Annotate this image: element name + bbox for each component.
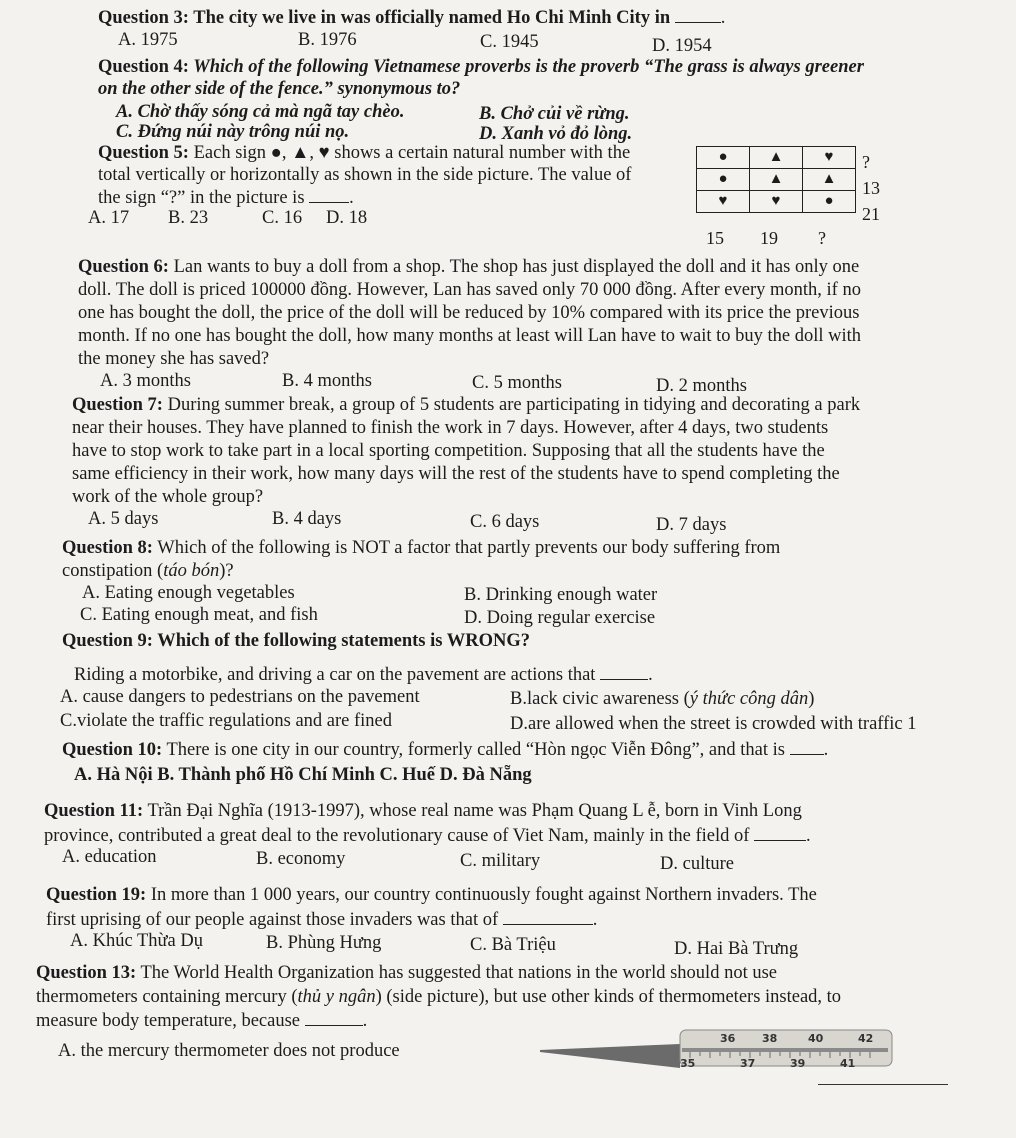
q8-stem: Question 8: Which of the following is NOT a factor that partly prevents our body suffering from	[62, 538, 781, 558]
q6-option-b[interactable]: B. 4 months	[282, 371, 372, 391]
q6-option-a[interactable]: A. 3 months	[100, 371, 191, 391]
q11-blank	[754, 824, 806, 841]
thermometer-label-40: 40	[808, 1032, 824, 1045]
q11-stem: Question 11: Trần Đại Nghĩa (1913-1997), whose real name was Phạm Quang L ễ, born in Vinh Long	[44, 801, 802, 821]
q9-blank	[600, 663, 648, 680]
q7-stem-line3: have to stop work to take part in a local sporting competition. Supposing that all the students have the	[72, 441, 825, 461]
q5-option-b[interactable]: B. 23	[168, 208, 209, 228]
thermometer-label-41: 41	[840, 1057, 856, 1070]
q7-option-b[interactable]: B. 4 days	[272, 509, 342, 529]
q6-stem-line3: one has bought the doll, the price of the doll will be reduced by 10% compared with its price the previous	[78, 303, 860, 323]
q19-option-c[interactable]: C. Bà Triệu	[470, 935, 556, 955]
q19-stem: Question 19: In more than 1 000 years, our country continuously fought against Northern invaders. The	[46, 885, 817, 905]
q7-option-c[interactable]: C. 6 days	[470, 512, 540, 532]
column-total-2: 19	[760, 228, 778, 248]
mercury-thermometer-image	[540, 1026, 900, 1070]
q8-option-b[interactable]: B. Drinking enough water	[464, 585, 658, 605]
q13-stem-line2: thermometers containing mercury (thủ y ngân) (side picture), but use other kinds of thermometers instead, to	[36, 987, 842, 1007]
divider-line	[818, 1084, 948, 1085]
q11-option-a[interactable]: A. education	[62, 847, 157, 867]
q19-blank	[503, 908, 593, 925]
q5-option-c[interactable]: C. 16	[262, 208, 303, 228]
q8-option-d[interactable]: D. Doing regular exercise	[464, 608, 656, 628]
q5-option-d[interactable]: D. 18	[326, 208, 368, 228]
grid-cell: ♥	[803, 147, 856, 169]
q7-option-a[interactable]: A. 5 days	[88, 509, 159, 529]
q3-option-a[interactable]: A. 1975	[118, 30, 178, 50]
q10-options[interactable]: A. Hà Nội B. Thành phố Hồ Chí Minh C. Huế D. Đà Nẵng	[74, 765, 532, 785]
q19-stem-line2: first uprising of our people against those invaders was that of .	[46, 910, 598, 930]
grid-cell: ●	[697, 147, 750, 169]
q9-stem: Riding a motorbike, and driving a car on the pavement are actions that .	[74, 665, 653, 685]
q4-stem-line2: on the other side of the fence.” synonymous to?	[98, 79, 461, 99]
q5-stem-line3: the sign “?” in the picture is .	[98, 188, 354, 208]
q6-option-c[interactable]: C. 5 months	[472, 373, 562, 393]
mercury-column	[682, 1048, 888, 1052]
q9-option-a[interactable]: A. cause dangers to pedestrians on the pavement	[60, 687, 420, 707]
q4-option-a[interactable]: A. Chờ thấy sóng cả mà ngã tay chèo.	[116, 102, 405, 122]
column-total-3: ?	[818, 228, 826, 248]
q13-stem: Question 13: The World Health Organization has suggested that nations in the world should not use	[36, 963, 777, 983]
q13-blank	[305, 1009, 363, 1026]
q3-blank	[675, 6, 721, 23]
q4-option-d[interactable]: D. Xanh vỏ đỏ lòng.	[479, 124, 633, 144]
q9-option-d[interactable]: D.are allowed when the street is crowded with traffic 1	[510, 714, 917, 734]
q9-option-c[interactable]: C.violate the traffic regulations and are fined	[60, 711, 393, 731]
q11-stem-line2: province, contributed a great deal to the revolutionary cause of Viet Nam, mainly in the field of .	[44, 826, 811, 846]
q6-option-d[interactable]: D. 2 months	[656, 376, 747, 396]
thermometer-tip	[540, 1044, 680, 1068]
q19-option-d[interactable]: D. Hai Bà Trưng	[674, 939, 799, 959]
symbol-grid	[696, 146, 856, 213]
q4-option-b[interactable]: B. Chở củi về rừng.	[479, 104, 630, 124]
grid-row	[697, 191, 856, 213]
q13-stem-line3: measure body temperature, because .	[36, 1011, 368, 1031]
thermometer-label-35: 35	[680, 1057, 696, 1070]
q19-option-b[interactable]: B. Phùng Hưng	[266, 933, 382, 953]
q3-stem: Question 3: The city we live in was officially named Ho Chi Minh City in .	[98, 8, 726, 28]
thermometer-label-38: 38	[762, 1032, 778, 1045]
q10-blank	[790, 738, 824, 755]
thermometer-label-39: 39	[790, 1057, 806, 1070]
q11-option-d[interactable]: D. culture	[660, 854, 734, 874]
q7-stem-line2: near their houses. They have planned to finish the work in 7 days. However, after 4 days, two students	[72, 418, 829, 438]
q6-stem-line4: month. If no one has bought the doll, how many months at least will Lan have to wait to buy the doll with	[78, 326, 862, 346]
grid-row	[697, 169, 856, 191]
q5-stem: Question 5: Each sign ●, ▲, ♥ shows a certain natural number with the	[98, 143, 631, 163]
row-total-1: ?	[862, 152, 870, 172]
q6-stem-line5: the money she has saved?	[78, 349, 270, 369]
q3-option-d[interactable]: D. 1954	[652, 36, 712, 56]
row-total-2: 13	[862, 178, 880, 198]
q7-stem-line4: same efficiency in their work, how many days will the rest of the students have to spend completing the	[72, 464, 840, 484]
q11-option-b[interactable]: B. economy	[256, 849, 346, 869]
thermometer-label-37: 37	[740, 1057, 756, 1070]
q13-option-a[interactable]: A. the mercury thermometer does not produce	[58, 1041, 400, 1061]
q11-option-c[interactable]: C. military	[460, 851, 541, 871]
q7-stem-line5: work of the whole group?	[72, 487, 264, 507]
q4-option-c[interactable]: C. Đứng núi này trông núi nọ.	[116, 122, 350, 142]
q7-stem: Question 7: During summer break, a group of 5 students are participating in tidying and decorating a park	[72, 395, 861, 415]
thermometer-label-36: 36	[720, 1032, 736, 1045]
q8-option-a[interactable]: A. Eating enough vegetables	[82, 583, 295, 603]
q3-option-c[interactable]: C. 1945	[480, 32, 539, 52]
q6-stem-line2: doll. The doll is priced 100000 đồng. However, Lan has saved only 70 000 đồng. After every month, if no	[78, 280, 861, 300]
q6-stem: Question 6: Lan wants to buy a doll from a shop. The shop has just displayed the doll and it has only one	[78, 257, 860, 277]
q5-stem-line2: total vertically or horizontally as shown in the side picture. The value of	[98, 165, 632, 185]
grid-cell: ▲	[803, 169, 856, 191]
row-total-3: 21	[862, 204, 880, 224]
grid-cell: ●	[697, 169, 750, 191]
grid-cell: ▲	[750, 147, 803, 169]
q10-stem: Question 10: There is one city in our country, formerly called “Hòn ngọc Viễn Đông”, and that is .	[62, 740, 829, 760]
q9-heading: Question 9: Which of the following statements is WRONG?	[62, 631, 530, 651]
thermometer-label-42: 42	[858, 1032, 874, 1045]
q7-option-d[interactable]: D. 7 days	[656, 515, 727, 535]
q5-blank	[309, 186, 349, 203]
q8-option-c[interactable]: C. Eating enough meat, and fish	[80, 605, 318, 625]
q9-option-b[interactable]: B.lack civic awareness (ý thức công dân)	[510, 689, 815, 709]
grid-cell: ▲	[750, 169, 803, 191]
q4-stem: Question 4: Which of the following Vietnamese proverbs is the proverb “The grass is always greener	[98, 57, 864, 77]
q3-option-b[interactable]: B. 1976	[298, 30, 357, 50]
grid-cell: ♥	[750, 191, 803, 213]
grid-row	[697, 147, 856, 169]
grid-cell: ♥	[697, 191, 750, 213]
q8-stem-line2: constipation (táo bón)?	[62, 561, 234, 581]
grid-cell: ●	[803, 191, 856, 213]
q5-option-a[interactable]: A. 17	[88, 208, 130, 228]
column-total-1: 15	[706, 228, 724, 248]
q19-option-a[interactable]: A. Khúc Thừa Dụ	[70, 931, 203, 951]
